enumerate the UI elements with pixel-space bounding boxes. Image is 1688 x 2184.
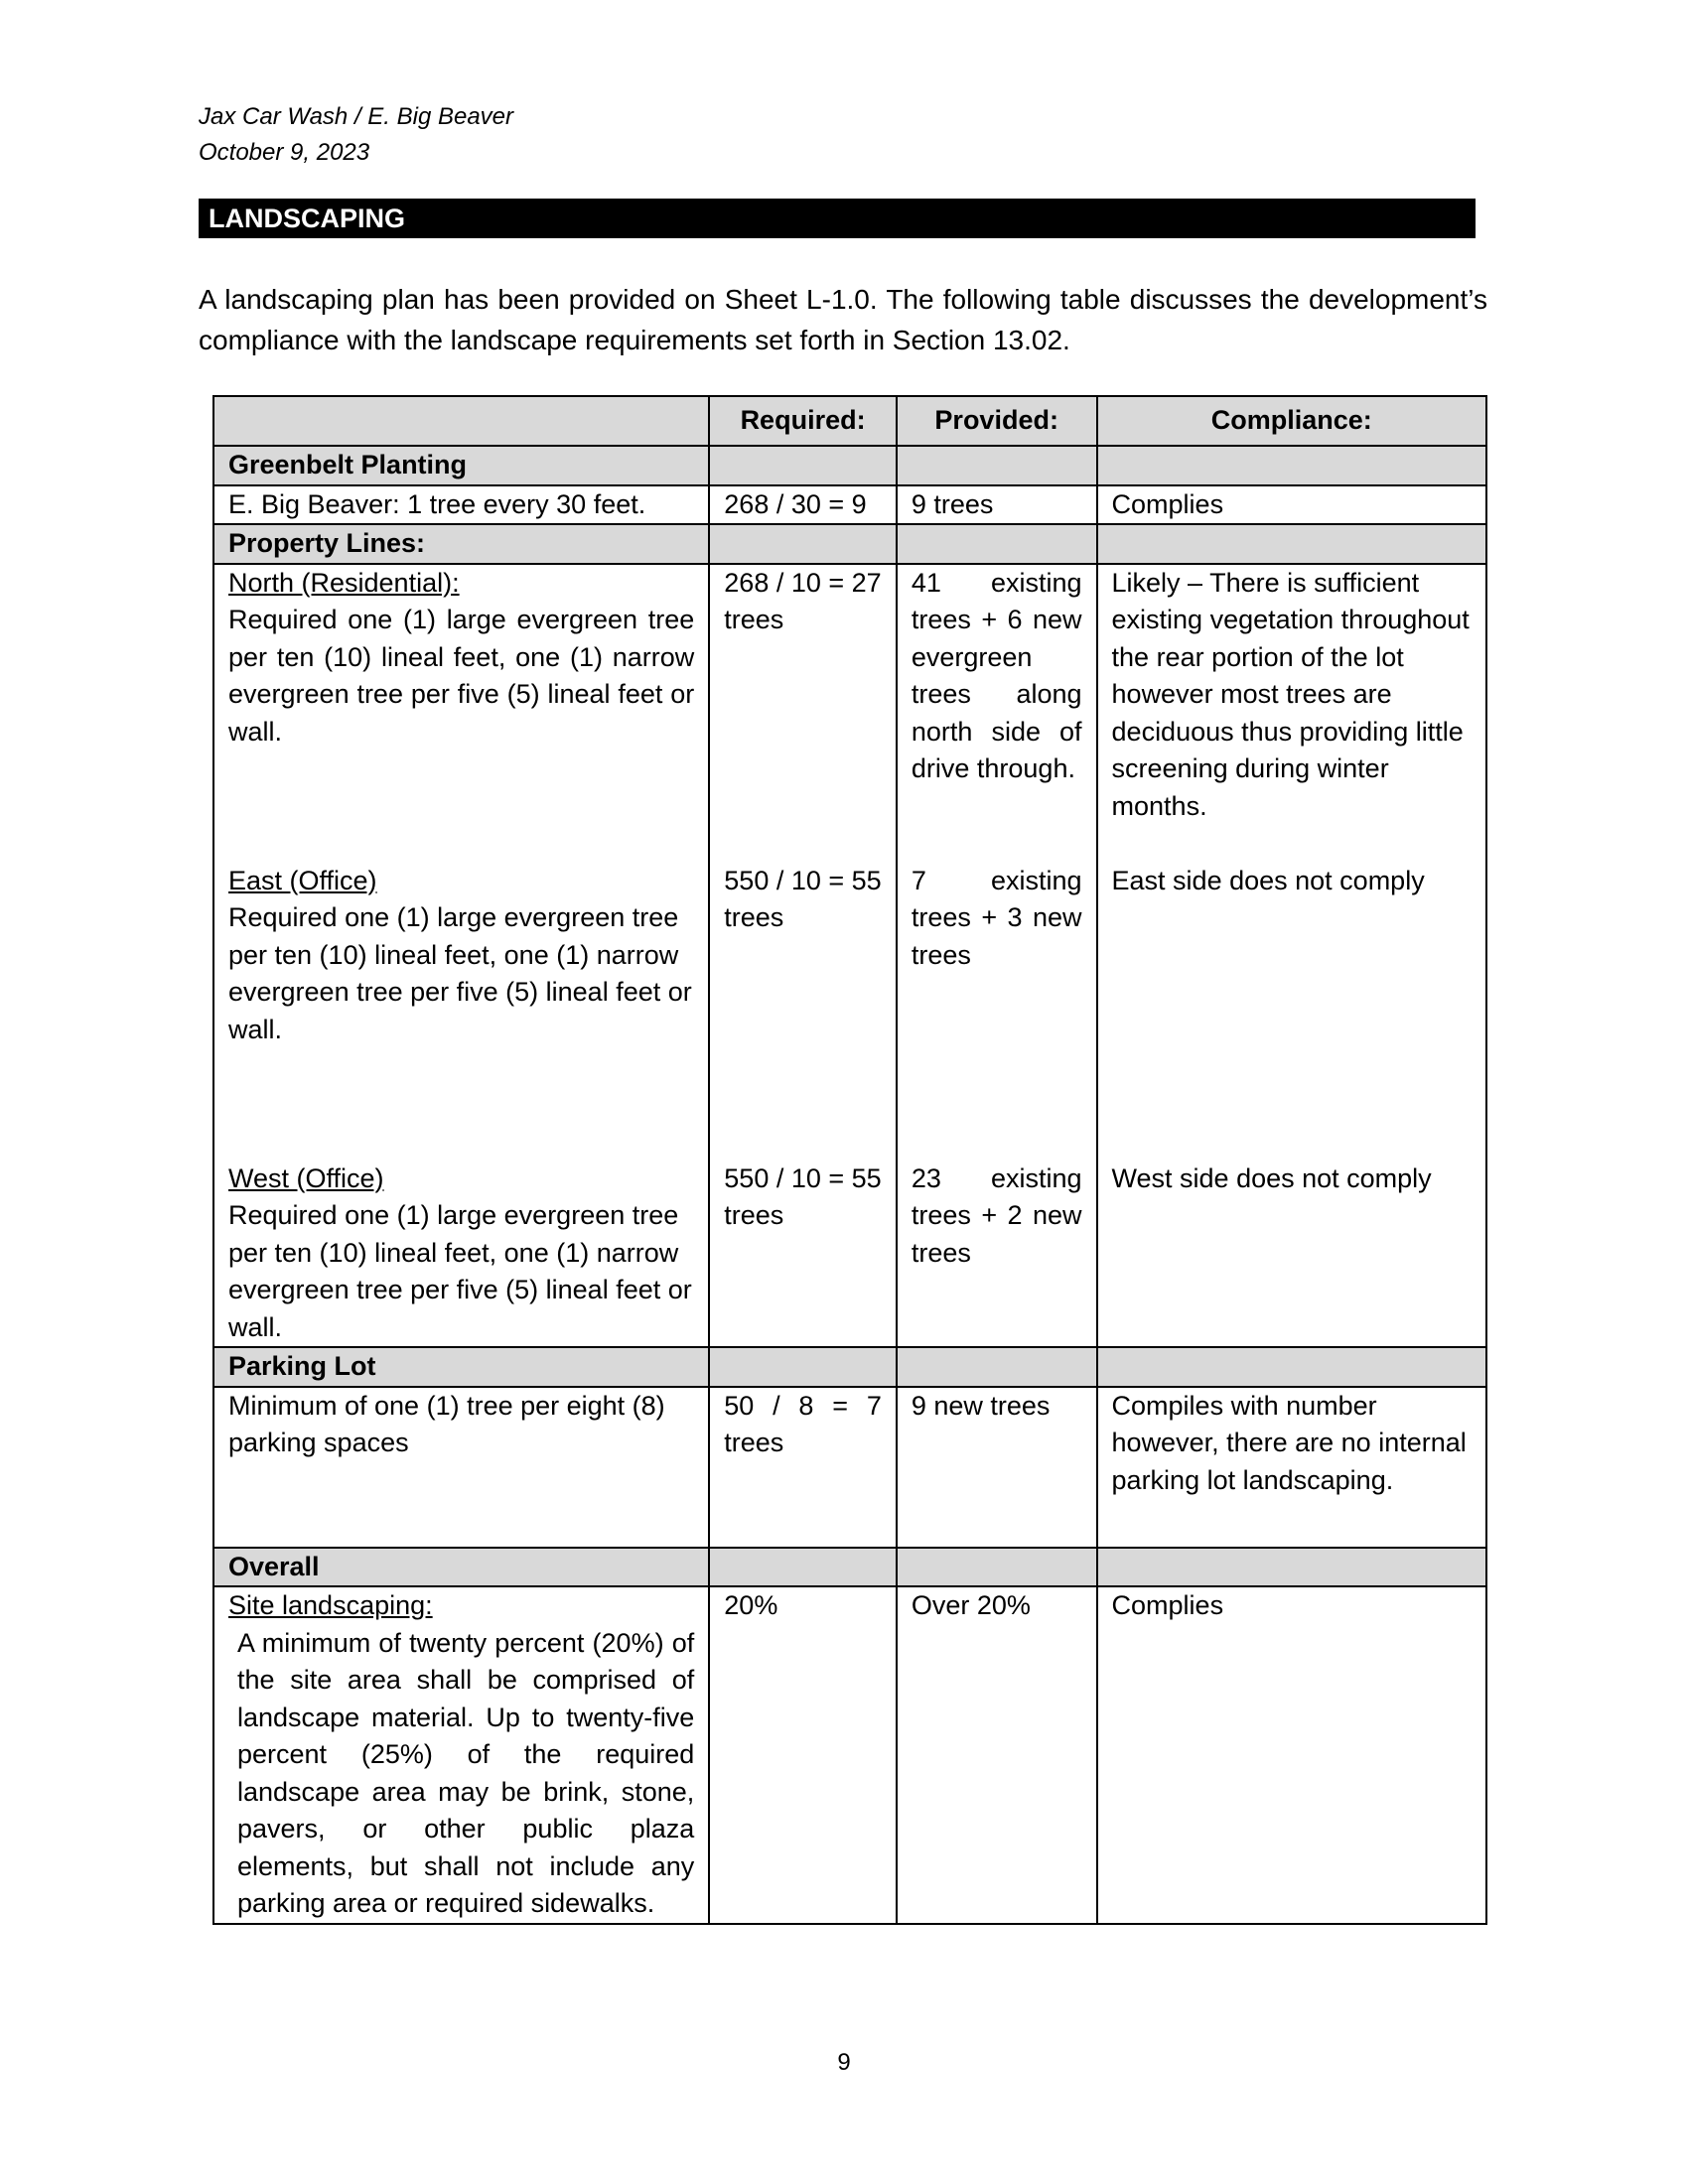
north-block xyxy=(228,565,694,863)
row-provided: 9 new trees xyxy=(897,1387,1097,1548)
west-title: West (Office) xyxy=(228,1162,384,1193)
east-block xyxy=(228,863,694,1160)
page-number: 9 xyxy=(837,2049,851,2076)
table-row xyxy=(213,564,1486,1348)
north-desc: Required one (1) large evergreen tree per ten (10) lineal feet, one (1) narrow evergreen tree per five (5) lineal feet or wall. xyxy=(228,605,695,747)
table-row xyxy=(213,1387,1486,1548)
header-required: Required: xyxy=(709,396,897,446)
section-row-property-lines xyxy=(213,524,1486,564)
row-required xyxy=(709,564,897,1348)
row-compliance: Compiles with number however, there are no internal parking lot landscaping. xyxy=(1097,1387,1486,1548)
table-row xyxy=(213,485,1486,525)
north-provided: 41 existing trees + 6 new evergreen trees along north side of drive through. xyxy=(911,567,1082,783)
west-desc: Required one (1) large evergreen tree per ten (10) lineal feet, one (1) narrow evergreen tree per five (5) lineal feet or wall. xyxy=(228,1200,692,1342)
west-provided: 23 existing trees + 2 new trees xyxy=(911,1162,1082,1268)
row-description: E. Big Beaver: 1 tree every 30 feet. xyxy=(213,485,709,525)
section-row-greenbelt xyxy=(213,446,1486,485)
section-label: Greenbelt Planting xyxy=(213,446,709,485)
north-required: 268 / 10 = 27 trees xyxy=(724,567,882,634)
east-title: East (Office) xyxy=(228,865,377,895)
row-description: Minimum of one (1) tree per eight (8) parking spaces xyxy=(213,1387,709,1548)
row-compliance: Complies xyxy=(1097,1586,1486,1924)
overall-title: Site landscaping: xyxy=(228,1590,433,1620)
header-project: Jax Car Wash / E. Big Beaver xyxy=(199,103,514,130)
west-required: 550 / 10 = 55 trees xyxy=(724,1162,882,1230)
section-title: LANDSCAPING xyxy=(199,199,1476,238)
header-provided: Provided: xyxy=(897,396,1097,446)
row-provided: Over 20% xyxy=(897,1586,1097,1924)
landscaping-table xyxy=(212,395,1487,1925)
west-block xyxy=(228,1160,694,1347)
header-date: October 9, 2023 xyxy=(199,139,370,166)
row-compliance: Complies xyxy=(1097,485,1486,525)
header-blank xyxy=(213,396,709,446)
row-description xyxy=(213,564,709,1348)
row-required: 20% xyxy=(709,1586,897,1924)
row-provided: 9 trees xyxy=(897,485,1097,525)
section-row-overall xyxy=(213,1548,1486,1587)
intro-paragraph: A landscaping plan has been provided on Sheet L-1.0. The following table discusses the development’s compliance with the landscape requirements set forth in Section 13.02. xyxy=(199,284,1487,355)
west-compliance: West side does not comply xyxy=(1111,1162,1432,1193)
section-row-parking-lot xyxy=(213,1347,1486,1387)
overall-desc: A minimum of twenty percent (20%) of the site area shall be comprised of landscape material. Up to twenty-five percent (25%) of the required landscape area may be brink, stone, pavers, or other public plaza elements, but shall not include any parking area or required sidewalks. xyxy=(237,1627,695,1918)
row-compliance xyxy=(1097,564,1486,1348)
north-compliance: Likely – There is sufficient existing vegetation throughout the rear portion of the lot however most trees are deciduous thus providing little screening during winter months. xyxy=(1111,567,1470,821)
header-compliance: Compliance: xyxy=(1097,396,1486,446)
section-label: Property Lines: xyxy=(213,524,709,564)
east-provided: 7 existing trees + 3 new trees xyxy=(911,865,1082,970)
east-required: 550 / 10 = 55 trees xyxy=(724,865,882,932)
row-description xyxy=(213,1586,709,1924)
row-provided xyxy=(897,564,1097,1348)
section-label: Overall xyxy=(213,1548,709,1587)
table-row xyxy=(213,1586,1486,1924)
table-header-row xyxy=(213,396,1486,446)
north-title: North (Residential): xyxy=(228,567,460,598)
east-desc: Required one (1) large evergreen tree per ten (10) lineal feet, one (1) narrow evergreen tree per five (5) lineal feet or wall. xyxy=(228,902,692,1044)
east-compliance: East side does not comply xyxy=(1111,865,1425,895)
document-header xyxy=(199,99,513,171)
row-required: 268 / 30 = 9 xyxy=(709,485,897,525)
section-label: Parking Lot xyxy=(213,1347,709,1387)
row-required: 50 / 8 = 7 trees xyxy=(709,1387,897,1548)
